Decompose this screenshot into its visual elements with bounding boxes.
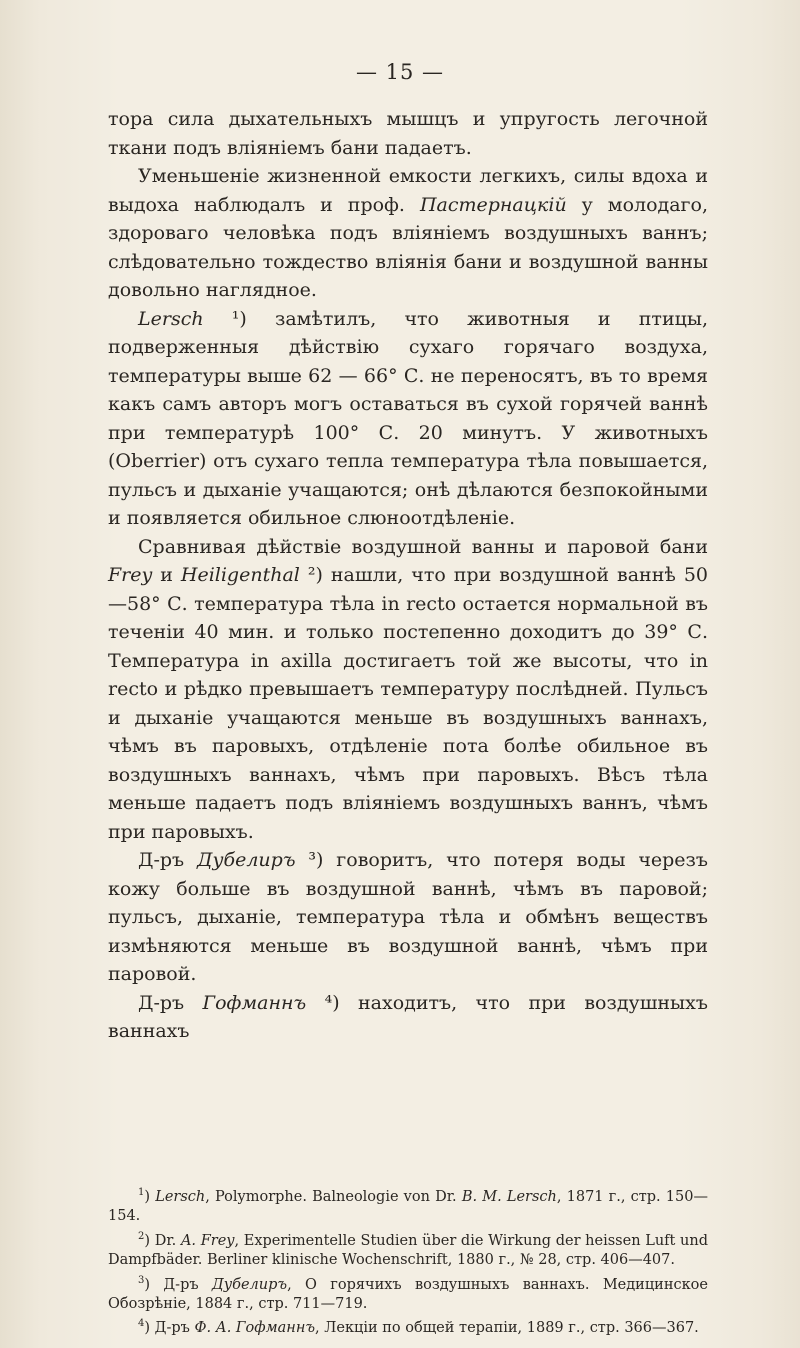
footnote-marker: 3 [138, 1274, 145, 1286]
text-run: и [152, 564, 181, 586]
italic-text: A. Frey [180, 1232, 235, 1249]
paragraph [108, 989, 708, 1046]
text-run: Сравнивая дѣйствіе воздушной ванны и паровой бани [138, 535, 708, 558]
text-run: , Лекціи по общей терапіи, 1889 г., стр. 366—367. [315, 1320, 699, 1337]
italic-text: Пастернацкій [419, 193, 567, 216]
paragraph [108, 533, 708, 847]
italic-text: Heiligenthal [180, 564, 300, 586]
footnote-marker: 1 [138, 1187, 145, 1198]
paragraph [108, 846, 708, 989]
italic-text: Ф. А. Гофманнъ [194, 1320, 316, 1337]
text-run: , Experimentelle Studien über die Wirkung der heissen Luft und Dampfbäder. Berliner klinische Wochenschrift, 1880 г., № 28, стр. 406—407. [108, 1232, 708, 1269]
footnote-marker-paren: ) [144, 1232, 155, 1249]
italic-text: Дубелиръ [197, 849, 296, 871]
footnote [108, 1183, 708, 1227]
paragraph [108, 162, 708, 305]
text-run: Д-ръ [163, 1276, 212, 1293]
footnote-marker-paren: ) [144, 1276, 164, 1293]
text-run: тора сила дыхательныхъ мышцъ и упругость легочной ткани подъ вліяніемъ бани падаетъ. [108, 108, 708, 159]
text-run: ²) нашли, что при воздушной ваннѣ 50—58° С. температура тѣла in recto остается нормальной въ теченіи 40 мин. и только постепенно доходитъ до 39° С. Температура in axilla достигаетъ той же высоты, что in recto и рѣдко превышаетъ температуру послѣдней. Пульсъ и дыханіе учащаются меньше въ воздушныхъ ваннахъ, чѣмъ въ паровыхъ, отдѣленіе пота болѣе обильное въ воздушныхъ ваннахъ, чѣмъ при паровыхъ. Вѣсъ тѣла меньше падаетъ подъ вліяніемъ воздушныхъ ваннъ, чѣмъ при паровыхъ. [108, 564, 708, 843]
footnote [108, 1314, 708, 1338]
italic-text: B. M. Lersch [461, 1188, 557, 1205]
footnote-marker-paren: ) [144, 1320, 155, 1337]
footnotes [108, 1183, 708, 1339]
text-run: Уменьшеніе жизненной емкости легкихъ, силы вдоха и выдоха наблюдалъ и проф. [108, 165, 708, 216]
italic-text: Дубелиръ [211, 1276, 288, 1293]
italic-text: Lersch [138, 307, 204, 330]
page-number: — 15 — [355, 60, 445, 84]
text-run: ¹) замѣтилъ, что животныя и птицы, подверженныя дѣйствію сухаго горячаго воздуха, температуры выше 62 — 66° С. не переносятъ, въ то время какъ самъ авторъ могъ оставаться въ сухой горячей ваннѣ при температурѣ 100° С. 20 минутъ. У животныхъ (Oberrier) отъ сухаго тепла температура тѣла повышается, пульсъ и дыханіе учащаются; онѣ дѣлаются безпокойными и появляется обильное слюноотдѣленіе. [108, 307, 708, 529]
main-text [108, 105, 708, 1046]
text-run: Д-ръ [138, 991, 203, 1014]
text-run: , 1871 г., стр. 150—154. [108, 1188, 708, 1225]
paragraph [108, 105, 708, 162]
text-run: , О горячихъ воздушныхъ ваннахъ. Медицинское Обозрѣніе, 1884 г., стр. 711—719. [108, 1276, 708, 1312]
text-run: ³) говоритъ, что потеря воды черезъ кожу больше въ воздушной ваннѣ, чѣмъ въ паровой; пульсъ, дыханіе, температура тѣла и обмѣнъ веществъ измѣняются меньше въ воздушной ваннѣ, чѣмъ при паровой. [108, 849, 708, 985]
text-run: Dr. [154, 1232, 181, 1249]
italic-text: Frey [108, 564, 153, 586]
text-run: ⁴) находитъ, что при воздушныхъ ваннахъ [108, 991, 708, 1042]
footnote-marker: 2 [138, 1230, 145, 1242]
footnote [108, 1271, 708, 1315]
italic-text: Гофманнъ [202, 991, 307, 1014]
footnote [108, 1227, 708, 1271]
text-run: , Polymorphe. Balneologie von Dr. [205, 1188, 462, 1205]
italic-text: Lersch [155, 1188, 206, 1205]
paragraph [108, 305, 708, 533]
text-run: Д-ръ [154, 1320, 195, 1337]
footnote-marker-paren: ) [144, 1188, 156, 1205]
footnote-marker: 4 [138, 1318, 145, 1330]
text-run: Д-ръ [138, 849, 198, 871]
text-run: у молодаго, здороваго человѣка подъ вліяніемъ воздушныхъ ваннъ; слѣдовательно тождество вліянія бани и воздушной ванны довольно наглядное. [108, 193, 708, 301]
